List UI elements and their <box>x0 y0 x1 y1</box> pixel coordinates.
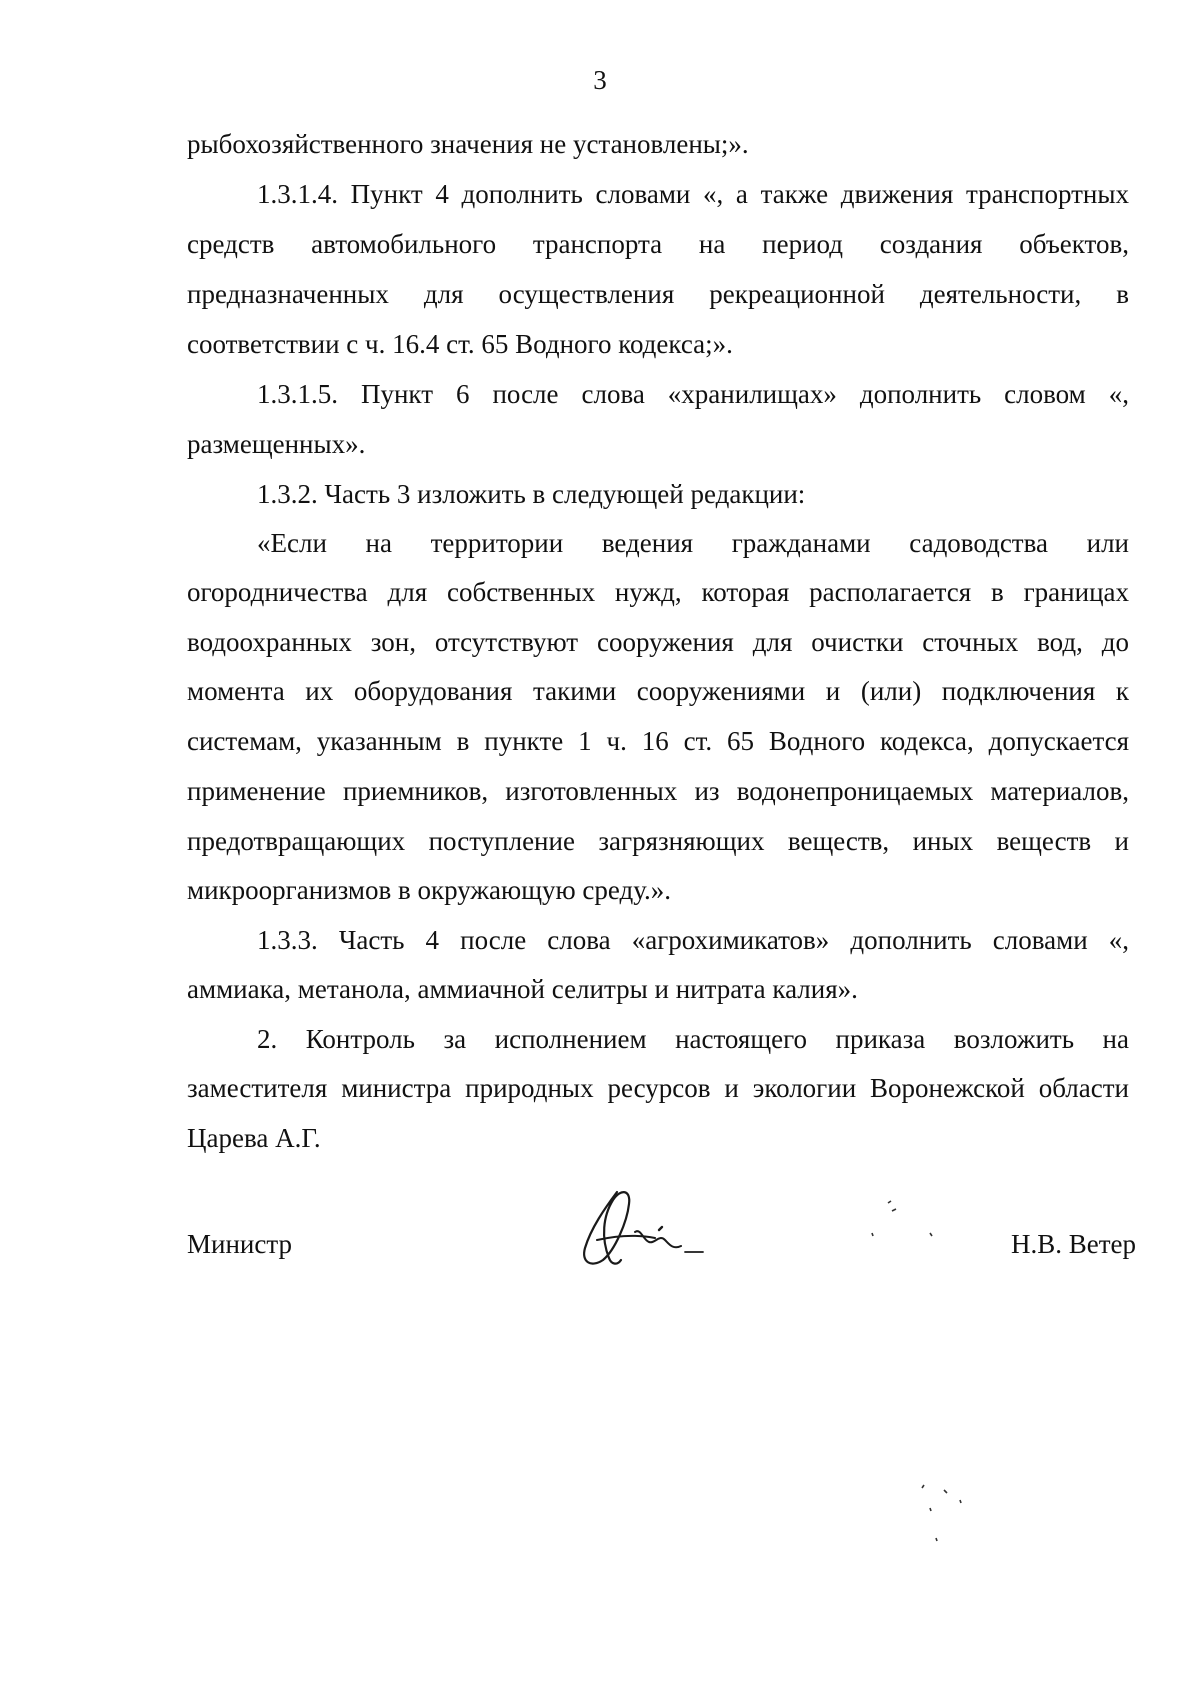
text-line: предназначенных для осуществления рекреационной деятельности, в <box>187 279 1129 309</box>
text-line: микроорганизмов в окружающую среду.». <box>187 875 672 905</box>
text-line: огородничества для собственных нужд, которая располагается в границах <box>187 577 1129 607</box>
text-line: соответствии с ч. 16.4 ст. 65 Водного кодекса;». <box>187 329 733 359</box>
signer-name: Н.В. Ветер <box>1011 1229 1137 1259</box>
text-line: средств автомобильного транспорта на период создания объектов, <box>187 229 1129 259</box>
text-line: применение приемников, изготовленных из водонепроницаемых материалов, <box>187 776 1129 806</box>
text-line: 1.3.2. Часть 3 изложить в следующей редакции: <box>257 479 806 509</box>
position-title: Министр <box>187 1229 292 1259</box>
text-line: 2. Контроль за исполнением настоящего приказа возложить на <box>257 1024 1129 1054</box>
scan-specks <box>860 1195 950 1255</box>
text-line: заместителя министра природных ресурсов и экологии Воронежской области <box>187 1073 1129 1103</box>
text-line: системам, указанным в пункте 1 ч. 16 ст. 65 Водного кодекса, допускается <box>187 726 1129 756</box>
handwritten-signature <box>555 1170 725 1280</box>
text-line: 1.3.3. Часть 4 после слова «агрохимикатов» дополнить словами «, <box>257 925 1129 955</box>
text-line: предотвращающих поступление загрязняющих веществ, иных веществ и <box>187 826 1129 856</box>
scan-specks <box>910 1482 970 1562</box>
text-line: 1.3.1.4. Пункт 4 дополнить словами «, а также движения транспортных <box>257 179 1129 209</box>
text-line: рыбохозяйственного значения не установлены;». <box>187 129 749 159</box>
text-line: момента их оборудования такими сооружениями и (или) подключения к <box>187 676 1129 706</box>
text-line: аммиака, метанола, аммиачной селитры и нитрата калия». <box>187 974 858 1004</box>
text-line: 1.3.1.5. Пункт 6 после слова «хранилищах» дополнить словом «, <box>257 379 1129 409</box>
text-line: «Если на территории ведения гражданами садоводства или <box>257 528 1129 558</box>
text-line: размещенных». <box>187 429 366 459</box>
page-number: 3 <box>593 65 607 95</box>
text-line: Царева А.Г. <box>187 1123 321 1153</box>
text-line: водоохранных зон, отсутствуют сооружения для очистки сточных вод, до <box>187 627 1129 657</box>
